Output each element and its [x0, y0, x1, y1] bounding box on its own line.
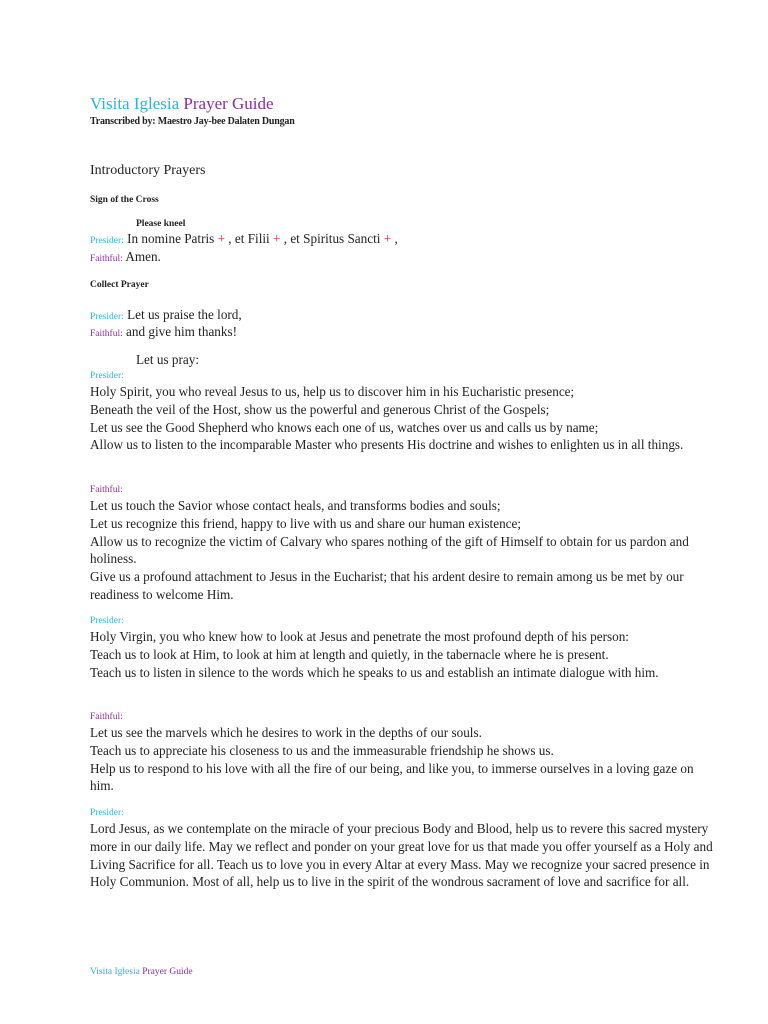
- amen-text: Amen.: [125, 249, 161, 264]
- collect-presider-text: Let us praise the lord,: [127, 307, 242, 322]
- cross-symbol: +: [383, 231, 392, 246]
- document-title: [90, 93, 274, 115]
- section-heading: Introductory Prayers: [90, 163, 206, 178]
- prayer-line: Let us recognize this friend, happy to live with us and share our human existence;: [90, 515, 522, 531]
- presider-label: Presider:: [90, 371, 124, 381]
- prayer-line: Give us a profound attachment to Jesus in the Eucharist; that his ardent desire to remain among us be met by our readiness to welcome Him.: [90, 569, 684, 602]
- presider-label: Presider:: [90, 616, 124, 626]
- prayer-line: Teach us to look at Him, to look at him at length and quietly, in the tabernacle where he is present.: [90, 646, 609, 662]
- faithful-label: Faithful:: [90, 712, 123, 722]
- cross-symbol: +: [217, 231, 225, 246]
- footer-part-2: Prayer Guide: [142, 967, 193, 977]
- prayer-block-3: [90, 628, 715, 681]
- title-part-2: Prayer Guide: [183, 94, 274, 113]
- footer-part-1: Visita Iglesia: [90, 967, 140, 977]
- kneel-note: Please kneel: [136, 219, 186, 229]
- transcriber-credit: Transcribed by: Maestro Jay-bee Dalaten Dungan: [90, 116, 295, 127]
- prayer-line: Allow us to listen to the incomparable Master who presents His doctrine and wishes to enlighten us in all things.: [90, 437, 684, 453]
- faithful-label: Faithful:: [90, 254, 123, 264]
- latin-text-4: ,: [394, 231, 398, 246]
- page-footer: [90, 966, 193, 978]
- prayer-line: Holy Virgin, you who knew how to look at Jesus and penetrate the most profound depth of his person:: [90, 629, 629, 644]
- collect-prayer-heading: Collect Prayer: [90, 280, 149, 290]
- prayer-line: Holy Spirit, you who reveal Jesus to us, help us to discover him in his Eucharistic presence;: [90, 384, 575, 399]
- sign-of-cross-heading: Sign of the Cross: [90, 195, 159, 205]
- presider-label: Presider:: [90, 808, 124, 818]
- latin-text-3: , et Spiritus Sancti: [283, 231, 381, 246]
- presider-label: Presider:: [90, 236, 124, 246]
- collect-faithful-line: [90, 323, 237, 344]
- prayer-line: Let us see the marvels which he desires to work in the depths of our souls.: [90, 725, 482, 740]
- latin-text-2: , et Filii: [228, 231, 270, 246]
- prayer-block-5: [90, 820, 715, 891]
- prayer-line: Teach us to listen in silence to the words which he speaks to us and establish an intimate dialogue with him.: [90, 664, 659, 680]
- prayer-line: Let us touch the Savior whose contact heals, and transforms bodies and souls;: [90, 498, 501, 513]
- prayer-line: Allow us to recognize the victim of Calvary who spares nothing of the gift of Himself to obtain for us pardon and holiness.: [90, 533, 689, 567]
- prayer-block-1: [90, 383, 715, 454]
- prayer-line: Let us see the Good Shepherd who knows each one of us, watches over us and calls us by name;: [90, 419, 599, 435]
- let-us-pray: Let us pray:: [136, 352, 199, 367]
- sign-of-cross-faithful-line: [90, 248, 161, 269]
- prayer-block-4: [90, 724, 715, 795]
- latin-text-1: In nomine Patris: [127, 231, 215, 246]
- faithful-label: Faithful:: [90, 329, 123, 339]
- prayer-line: Help us to respond to his love with all the fire of our being, and like you, to immerse ourselves in a loving gaze on him.: [90, 760, 694, 794]
- collect-faithful-text: and give him thanks!: [126, 324, 238, 339]
- cross-symbol: +: [273, 231, 281, 246]
- prayer-line: Beneath the veil of the Host, show us the powerful and generous Christ of the Gospels;: [90, 401, 550, 417]
- presider-label: Presider:: [90, 312, 124, 322]
- title-part-1: Visita Iglesia: [90, 94, 180, 113]
- prayer-block-2: [90, 497, 715, 604]
- prayer-line: Teach us to appreciate his closeness to us and the immeasurable friendship he shows us.: [90, 742, 554, 758]
- prayer-paragraph: Lord Jesus, as we contemplate on the miracle of your precious Body and Blood, help us to revere this sacred mystery more in our daily life. May we reflect and ponder on your great love for us that made you offer yourself as a Holy and Living Sacrifice for all. Teach us to love you in every Altar at every Mass. May we recognize your sacred presence in Holy Communion. Most of all, help us to live in the spirit of the wondrous sacrament of love and sacrifice for all.: [90, 821, 713, 890]
- faithful-label: Faithful:: [90, 485, 123, 495]
